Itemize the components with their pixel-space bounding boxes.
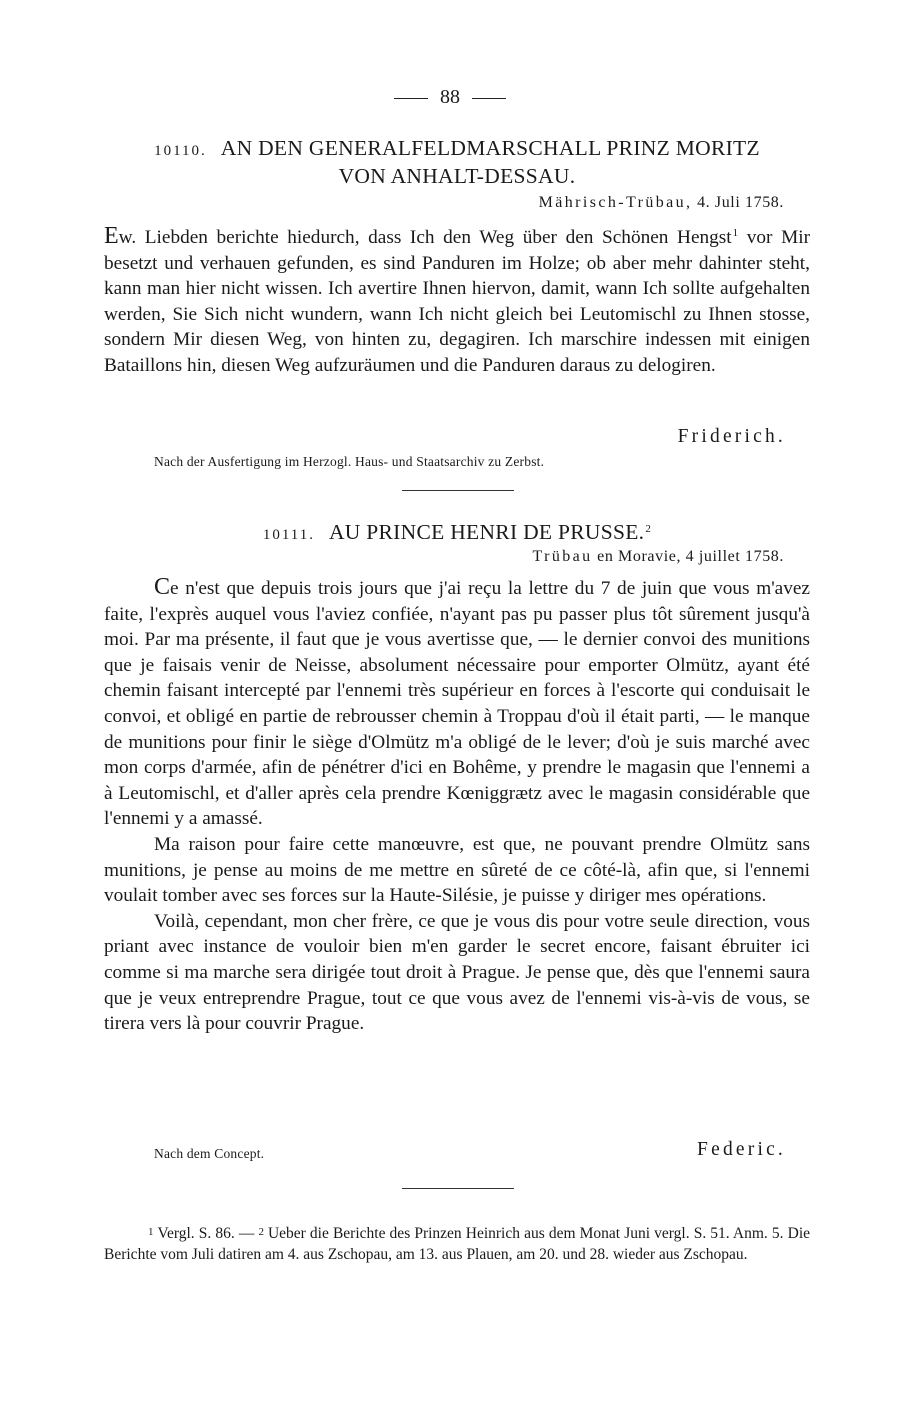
letter1-source: Nach der Ausfertigung im Herzogl. Haus- und Staatsarchiv zu Zerbst.	[154, 454, 545, 469]
letter1-place-date	[539, 194, 784, 212]
page-number-dash-left	[394, 98, 428, 99]
letter2-place-date	[533, 548, 785, 566]
page-number-dash-right	[472, 98, 506, 99]
letter2-number: 10111.	[262, 527, 315, 543]
letter2-signature: Federic.	[697, 1139, 786, 1160]
letter1-body	[104, 221, 810, 379]
letter2-place: Trübau	[532, 548, 593, 565]
letter1-date: 4. Juli 1758.	[697, 194, 784, 211]
letter1-heading-line1: AN DEN GENERALFELDMARSCHALL PRINZ MORITZ	[220, 136, 760, 160]
letter2-source: Nach dem Concept.	[154, 1146, 265, 1161]
footnote-block	[104, 1222, 810, 1265]
letter1-place: Mährisch-Trübau,	[538, 194, 693, 211]
letter1-number: 10110.	[154, 143, 207, 159]
letter1-signature: Friderich.	[677, 426, 786, 447]
letter1-heading	[104, 136, 810, 189]
footnotes	[104, 1222, 810, 1265]
footnote-text-2: Ueber die Berichte des Prinzen Heinrich aus dem Monat Juni vergl. S. 51. Anm. 5. Die Berichte vom Juli datiren am 4. aus Zschopau, am 13. aus Plauen, am 20. und 28. wieder aus Zschopau.	[104, 1225, 811, 1263]
letter2-initial: C	[154, 574, 171, 600]
letter2-date: en Moravie, 4 juillet 1758.	[597, 548, 784, 565]
footnote-text-1: Vergl. S. 86. —	[157, 1225, 255, 1242]
footnote-ref-2: 2	[645, 523, 652, 535]
section-divider-1	[402, 490, 514, 491]
letter2-body	[104, 575, 810, 1037]
letter2-paragraph-2: Ma raison pour faire cette manœuvre, est que, ne pouvant prendre Olmütz sans munitions, je pense au moins de me mettre en sûreté de ce côté-là, afin que, si l'ennemi voulait tomber avec ses forces sur la Haute-Silésie, je puisse y diriger mes opérations.	[104, 833, 810, 907]
letter1-heading-line2: VON ANHALT-DESSAU.	[338, 164, 576, 188]
footnote-ref-1: 1	[732, 227, 739, 239]
letter2-heading-text: AU PRINCE HENRI DE PRUSSE.	[328, 520, 645, 544]
letter2-paragraph-1: Ce n'est que depuis trois jours que j'ai reçu la lettre du 7 de juin que vous m'avez faite, l'exprès auquel vous l'aviez confiée, n'ayant pas pu passer plus tôt sûrement jusqu'à moi. Par ma présente, il faut que je vous avertisse que, — le dernier convoi des munitions que je faisais venir de Neisse, absolument nécessaire pour emporter Olmütz, ayant été chemin faisant intercepté par l'ennemi très supérieur en forces à l'escorte qui conduisait le convoi, et obligé en partie de rebrousser chemin à Troppau d'où il était parti, — le manque de munitions pour finir le siège d'Olmütz m'a obligé de le lever; d'où je suis marché avec mon corps d'armée, afin de pénétrer d'ici en Bohême, y prendre le magasin que l'ennemi a à Leutomischl, et d'aller après cela prendre Kœniggrætz avec le magasin considérable que l'ennemi y a amassé.	[104, 574, 810, 830]
letter1-initial: E	[104, 223, 119, 249]
footnote-mark-1: 1	[148, 1226, 154, 1238]
letter2-heading	[104, 517, 810, 548]
page-number: 88	[0, 86, 900, 109]
letter1-paragraph: Ew. Liebden berichte hiedurch, dass Ich den Weg über den Schönen Hengst$^1$ vor Mir besetzt und verhauen gefunden, es sind Panduren im Holze; ob aber mehr dahinter steht, kann man hier nicht wissen. Ich avertire Ihnen hiervon, damit, wann Ich sollte aufgehalten werden, Sie Sich nicht wundern, wann Ich nicht gleich bei Leutomischl zu Ihnen stosse, sondern Mir diesen Weg, von hinten zu, degagiren. Ich marschire indessen mit einigen Bataillons hin, diesen Weg aufzuräumen und die Panduren daraus zu delogiren.	[104, 223, 810, 376]
footnote-mark-2: 2	[258, 1226, 264, 1238]
section-divider-2	[402, 1188, 514, 1189]
letter2-paragraph-3: Voilà, cependant, mon cher frère, ce que je vous dis pour votre seule direction, vous priant avec instance de vouloir bien m'en garder le secret encore, faisant ébruiter ici comme si ma marche sera dirigée tout droit à Prague. Je pense que, dès que l'ennemi saura que je veux entreprendre Prague, tout ce que vous avez de l'ennemi vis-à-vis de vous, se tirera vers là pour couvrir Prague.	[104, 910, 810, 1035]
